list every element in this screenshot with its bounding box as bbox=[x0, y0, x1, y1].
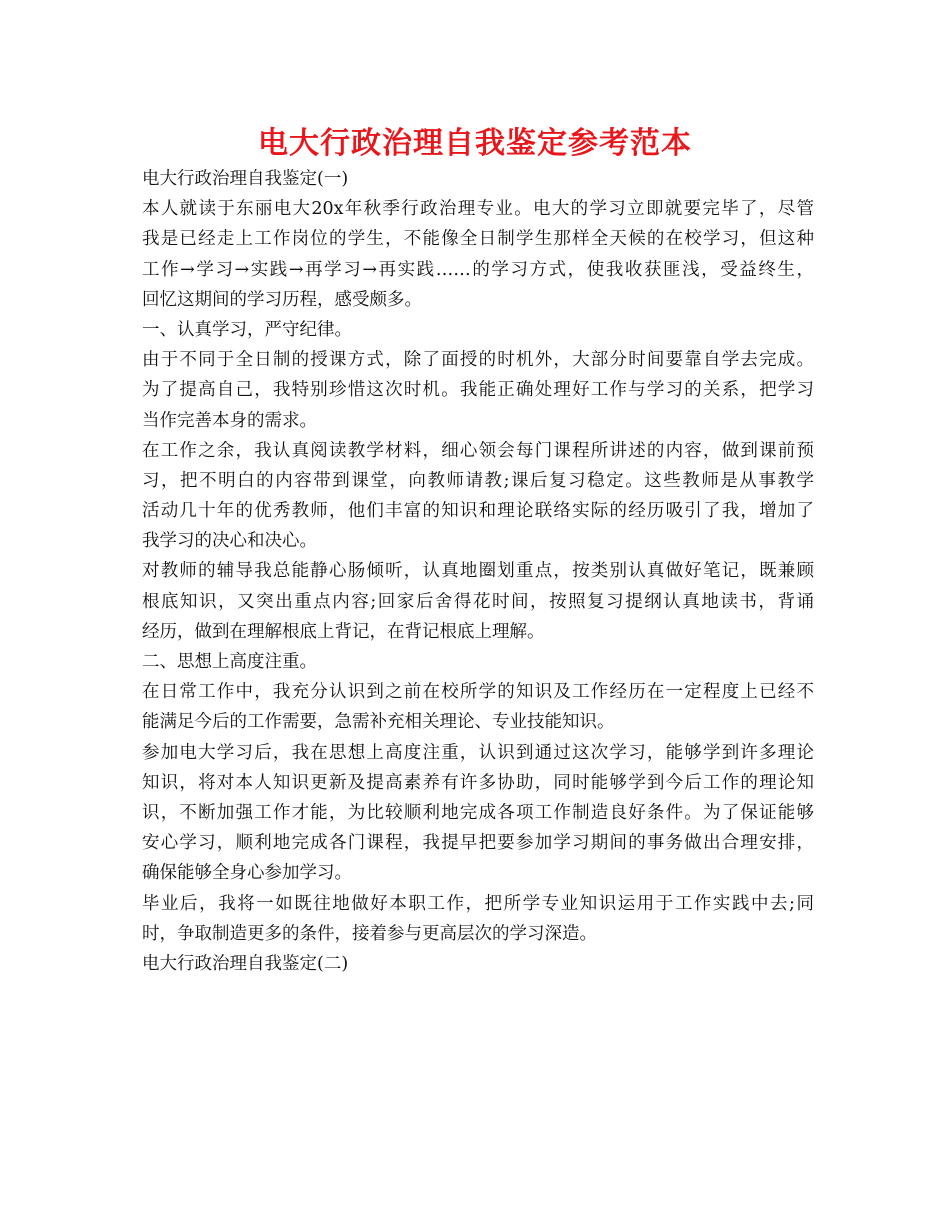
body-line: 对教师的辅导我总能静心肠倾听，认真地圈划重点，按类别认真做好笔记，既兼顾 bbox=[142, 561, 814, 582]
body-line: 当作完善本身的需求。 bbox=[142, 410, 317, 431]
body-line: 我是已经走上工作岗位的学生，不能像全日制学生那样全天候的在校学习，但这种 bbox=[142, 229, 814, 250]
body-line: 识，不断加强工作才能，为比较顺利地完成各项工作制造良好条件。为了保证能够 bbox=[142, 802, 814, 823]
body-line: 电大行政治理自我鉴定(一) bbox=[142, 169, 349, 189]
body-line: 确保能够全身心参加学习。 bbox=[142, 863, 352, 884]
body-line: 根底知识，又突出重点内容;回家后舍得花时间，按照复习提纲认真地读书，背诵 bbox=[142, 591, 814, 612]
body-line: 本人就读于东丽电大20x年秋季行政治理专业。电大的学习立即就要完毕了，尽管 bbox=[142, 199, 814, 220]
body-line: 电大行政治理自我鉴定(二) bbox=[142, 953, 349, 974]
body-line: 知识，将对本人知识更新及提高素养有许多协助，同时能够学到今后工作的理论知 bbox=[142, 772, 814, 793]
body-line: 习，把不明白的内容带到课堂，向教师请教;课后复习稳定。这些教师是从事教学 bbox=[142, 470, 814, 491]
body-line: 时，争取制造更多的条件，接着参与更高层次的学习深造。 bbox=[142, 923, 597, 944]
body-line: 工作→学习→实践→再学习→再实践……的学习方式，使我收获匪浅，受益终生， bbox=[142, 259, 814, 280]
body-line: 我学习的决心和决心。 bbox=[142, 531, 317, 552]
document-title: 电大行政治理自我鉴定参考范本 bbox=[258, 126, 692, 161]
document-body bbox=[142, 164, 814, 979]
body-line: 安心学习，顺利地完成各门课程，我提早把要参加学习期间的事务做出合理安排， bbox=[142, 833, 814, 854]
body-line: 由于不同于全日制的授课方式，除了面授的时机外，大部分时间要靠自学去完成。 bbox=[142, 350, 814, 371]
body-line: 在日常工作中，我充分认识到之前在校所学的知识及工作经历在一定程度上已经不 bbox=[142, 682, 814, 703]
body-line: 能满足今后的工作需要，急需补充相关理论、专业技能知识。 bbox=[142, 712, 615, 733]
body-line: 活动几十年的优秀教师，他们丰富的知识和理论联络实际的经历吸引了我，增加了 bbox=[142, 501, 814, 522]
body-line: 毕业后，我将一如既往地做好本职工作，把所学专业知识运用于工作实践中去;同 bbox=[142, 893, 814, 914]
body-line: 在工作之余，我认真阅读教学材料，细心领会每门课程所讲述的内容，做到课前预 bbox=[142, 440, 814, 461]
body-line: 一、认真学习，严守纪律。 bbox=[142, 319, 352, 340]
body-line: 参加电大学习后，我在思想上高度注重，认识到通过这次学习，能够学到许多理论 bbox=[142, 742, 814, 763]
body-line: 回忆这期间的学习历程，感受颇多。 bbox=[142, 289, 422, 310]
body-line: 二、思想上高度注重。 bbox=[142, 652, 317, 672]
body-line: 经历，做到在理解根底上背记，在背记根底上理解。 bbox=[142, 621, 545, 642]
body-line: 为了提高自己，我特别珍惜这次时机。我能正确处理好工作与学习的关系，把学习 bbox=[142, 380, 814, 401]
